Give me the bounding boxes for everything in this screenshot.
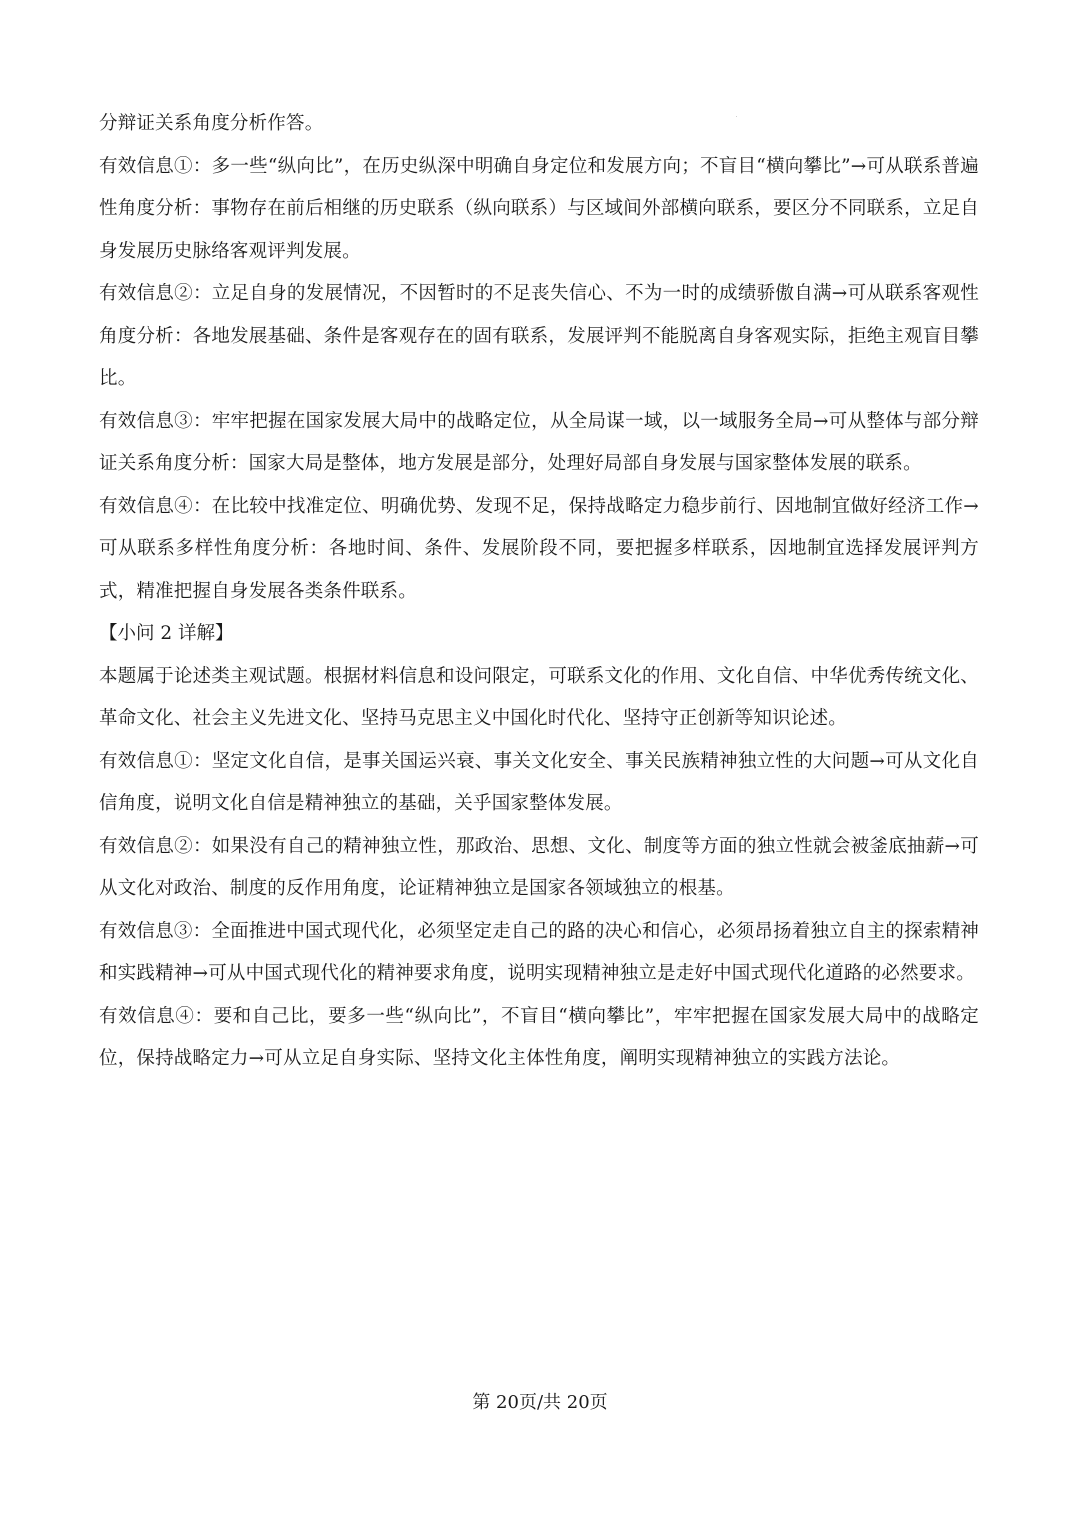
- paragraph-q2-info-3: 有效信息③：全面推进中国式现代化，必须坚定走自己的路的决心和信心，必须昂扬着独立自主的探索精神和实践精神→可从中国式现代化的精神要求角度，说明实现精神独立是走好中国式现代化道路的必然要求。: [99, 920, 979, 984]
- paragraph-info-4: 有效信息④：在比较中找准定位、明确优势、发现不足，保持战略定力稳步前行、因地制宜做好经济工作→可从联系多样性角度分析：各地时间、条件、发展阶段不同，要把握多样联系，因地制宜选择发展评判方式，精准把握自身发展各类条件联系。: [99, 495, 979, 602]
- section-heading-q2: 【小问 2 详解】: [99, 623, 234, 644]
- paragraph-info-3: 有效信息③：牢牢把握在国家发展大局中的战略定位，从全局谋一域，以一域服务全局→可从整体与部分辩证关系角度分析：国家大局是整体，地方发展是部分，处理好局部自身发展与国家整体发展的联系。: [99, 410, 979, 474]
- answer-body: [99, 103, 979, 1081]
- paragraph-q2-info-4: 有效信息④：要和自己比，要多一些“纵向比”，不盲目“横向攀比”，牢牢把握在国家发展大局中的战略定位，保持战略定力→可从立足自身实际、坚持文化主体性角度，阐明实现精神独立的实践方法论。: [99, 1005, 979, 1069]
- paragraph-q2-info-1: 有效信息①：坚定文化自信，是事关国运兴衰、事关文化安全、事关民族精神独立性的大问题→可从文化自信角度，说明文化自信是精神独立的基础，关乎国家整体发展。: [99, 750, 979, 814]
- page-number-footer: 第 20页/共 20页: [472, 1392, 608, 1413]
- paragraph-q2-info-2: 有效信息②：如果没有自己的精神独立性，那政治、思想、文化、制度等方面的独立性就会被釜底抽薪→可从文化对政治、制度的反作用角度，论证精神独立是国家各领域独立的根基。: [99, 835, 979, 899]
- paragraph-info-2: 有效信息②：立足自身的发展情况，不因暂时的不足丧失信心、不为一时的成绩骄傲自满→可从联系客观性角度分析：各地发展基础、条件是客观存在的固有联系，发展评判不能脱离自身客观实际，拒绝主观盲目攀比。: [99, 283, 979, 389]
- paragraph-info-1: 有效信息①：多一些“纵向比”，在历史纵深中明确自身定位和发展方向；不盲目“横向攀比”→可从联系普遍性角度分析：事物存在前后相继的历史联系（纵向联系）与区域间外部横向联系，要区分不同联系，立足自身发展历史脉络客观评判发展。: [99, 155, 979, 262]
- paragraph-q2-intro: 本题属于论述类主观试题。根据材料信息和设问限定，可联系文化的作用、文化自信、中华优秀传统文化、革命文化、社会主义先进文化、坚持马克思主义中国化时代化、坚持守正创新等知识论述。: [99, 665, 979, 729]
- paragraph-continuation: 分辩证关系角度分析作答。: [99, 113, 324, 134]
